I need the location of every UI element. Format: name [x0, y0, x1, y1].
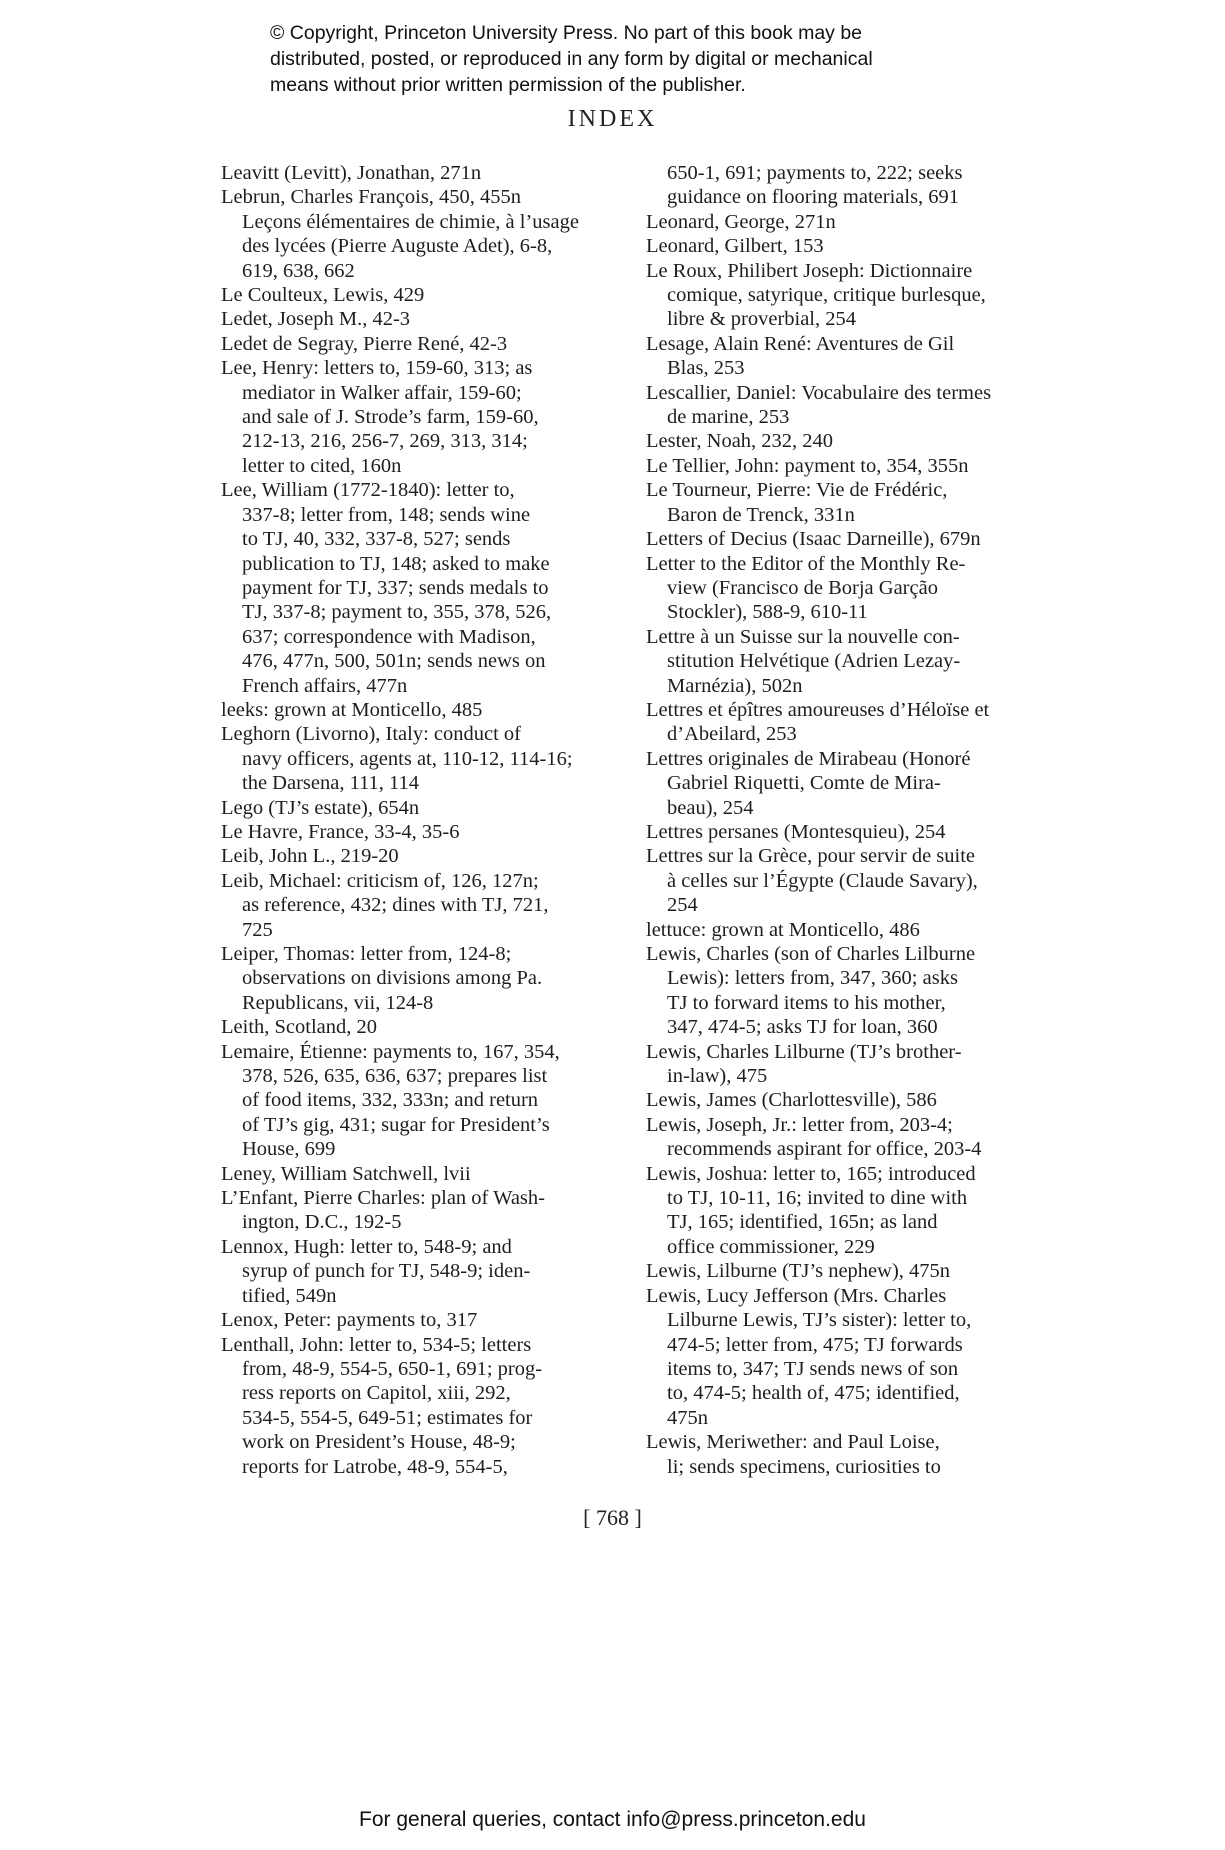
index-entry: Ledet, Joseph M., 42-3	[221, 308, 411, 331]
index-entry-continuation: Lewis): letters from, 347, 360; asks	[667, 967, 958, 990]
index-entry-continuation: 650-1, 691; payments to, 222; seeks	[667, 162, 963, 184]
index-entry-continuation: office commissioner, 229	[667, 1235, 875, 1258]
index-entry-continuation: items to, 347; TJ sends news of son	[667, 1357, 959, 1380]
index-entry: Lettres originales de Mirabeau (Honoré	[646, 747, 971, 770]
index-entry: Lewis, Joseph, Jr.: letter from, 203-4;	[646, 1113, 953, 1136]
index-entry-continuation: Marnézia), 502n	[667, 674, 803, 697]
index-entry-continuation: 254	[667, 894, 698, 917]
index-column-right	[646, 161, 1066, 1479]
index-entry-continuation: publication to TJ, 148; asked to make	[242, 552, 550, 575]
index-entry-continuation: Lilburne Lewis, TJ’s sister): letter to,	[667, 1309, 972, 1332]
index-entry-continuation: of food items, 332, 333n; and return	[242, 1089, 539, 1112]
index-entry: Ledet de Segray, Pierre René, 42-3	[221, 332, 508, 355]
index-entry-continuation: 347, 474-5; asks TJ for loan, 360	[667, 1016, 938, 1039]
index-entry: Le Havre, France, 33-4, 35-6	[221, 820, 460, 843]
index-entry: Lewis, Lucy Jefferson (Mrs. Charles	[646, 1284, 947, 1307]
copyright-line: distributed, posted, or reproduced in any form by digital or mechanical	[270, 48, 873, 70]
index-entry: Lee, Henry: letters to, 159-60, 313; as	[221, 357, 533, 380]
index-entry-continuation: Republicans, vii, 124-8	[242, 991, 434, 1014]
index-entry: L’Enfant, Pierre Charles: plan of Wash-	[221, 1187, 545, 1210]
index-entry-continuation: French affairs, 477n	[242, 674, 408, 697]
index-entry-continuation: des lycées (Pierre Auguste Adet), 6-8,	[242, 235, 553, 258]
index-entry-continuation: recommends aspirant for office, 203-4	[667, 1138, 982, 1161]
index-entry: Le Tourneur, Pierre: Vie de Frédéric,	[646, 479, 948, 502]
index-entry: Le Tellier, John: payment to, 354, 355n	[646, 454, 969, 477]
index-entry-continuation: ress reports on Capitol, xiii, 292,	[242, 1382, 511, 1405]
index-entry: Lewis, Meriwether: and Paul Loise,	[646, 1431, 940, 1454]
index-entry-continuation: ington, D.C., 192-5	[242, 1211, 402, 1234]
index-entry-continuation: tified, 549n	[242, 1284, 337, 1307]
index-entry-continuation: view (Francisco de Borja Garção	[667, 576, 938, 599]
index-entry: Leib, John L., 219-20	[221, 845, 399, 868]
index-entry-continuation: TJ to forward items to his mother,	[667, 991, 946, 1014]
index-entry-continuation: 474-5; letter from, 475; TJ forwards	[667, 1333, 963, 1356]
index-entry-continuation: 476, 477n, 500, 501n; sends news on	[242, 650, 546, 673]
index-entry-continuation: of TJ’s gig, 431; sugar for President’s	[242, 1113, 550, 1136]
index-entry-continuation: stitution Helvétique (Adrien Lezay-	[667, 650, 961, 673]
index-entry-continuation: mediator in Walker affair, 159-60;	[242, 381, 522, 404]
footer-contact: For general queries, contact info@press.princeton.edu	[359, 1808, 866, 1831]
index-entry: Lettres sur la Grèce, pour servir de suite	[646, 845, 976, 868]
index-entry: Lebrun, Charles François, 450, 455n	[221, 186, 522, 209]
index-entry-continuation: to TJ, 10-11, 16; invited to dine with	[667, 1187, 968, 1210]
index-entry: Lewis, Joshua: letter to, 165; introduced	[646, 1162, 976, 1185]
index-entry: Lennox, Hugh: letter to, 548-9; and	[221, 1235, 512, 1258]
index-entry-continuation: guidance on flooring materials, 691	[667, 186, 960, 209]
index-entry-continuation: navy officers, agents at, 110-12, 114-16;	[242, 747, 573, 770]
index-entry-continuation: à celles sur l’Égypte (Claude Savary),	[667, 869, 978, 892]
index-entry-continuation: as reference, 432; dines with TJ, 721,	[242, 894, 549, 917]
index-entry: Lee, William (1772-1840): letter to,	[221, 479, 515, 502]
index-entry: Leiper, Thomas: letter from, 124-8;	[221, 943, 512, 965]
index-entry: Leonard, George, 271n	[646, 210, 836, 233]
index-entry-continuation: de marine, 253	[667, 406, 790, 429]
index-entry: Leavitt (Levitt), Jonathan, 271n	[221, 162, 482, 184]
index-entry: Lester, Noah, 232, 240	[646, 430, 834, 453]
index-entry-continuation: 637; correspondence with Madison,	[242, 625, 536, 648]
index-entry-continuation: syrup of punch for TJ, 548-9; iden-	[242, 1260, 531, 1283]
index-entry: Lego (TJ’s estate), 654n	[221, 796, 420, 819]
index-entry: Leghorn (Livorno), Italy: conduct of	[221, 723, 522, 746]
index-entry: Letter to the Editor of the Monthly Re-	[646, 552, 966, 575]
index-entry-continuation: libre & proverbial, 254	[667, 308, 857, 331]
index-entry-continuation: Blas, 253	[667, 357, 745, 380]
index-entry: Le Coulteux, Lewis, 429	[221, 284, 425, 307]
index-entry: Lettre à un Suisse sur la nouvelle con-	[646, 625, 960, 648]
index-entry: Leonard, Gilbert, 153	[646, 235, 824, 258]
index-entry-continuation: 212-13, 216, 256-7, 269, 313, 314;	[242, 430, 528, 453]
index-entry-continuation: 475n	[667, 1406, 708, 1429]
index-entry: Leith, Scotland, 20	[221, 1016, 378, 1039]
index-entry-continuation: letter to cited, 160n	[242, 454, 402, 477]
index-entry: leeks: grown at Monticello, 485	[221, 698, 483, 721]
index-entry-continuation: 378, 526, 635, 636, 637; prepares list	[242, 1065, 548, 1088]
index-entry-continuation: 337-8; letter from, 148; sends wine	[242, 503, 531, 526]
index-entry: Le Roux, Philibert Joseph: Dictionnaire	[646, 259, 973, 282]
index-entry-continuation: and sale of J. Strode’s farm, 159-60,	[242, 406, 539, 429]
index-entry: Lewis, James (Charlottesville), 586	[646, 1089, 937, 1112]
index-entry-continuation: to, 474-5; health of, 475; identified,	[667, 1382, 960, 1405]
index-entry-continuation: Stockler), 588-9, 610-11	[667, 601, 868, 624]
index-entry-continuation: Baron de Trenck, 331n	[667, 503, 855, 526]
index-entry-continuation: from, 48-9, 554-5, 650-1, 691; prog-	[242, 1357, 543, 1380]
index-entry: Lenox, Peter: payments to, 317	[221, 1309, 478, 1332]
index-entry-continuation: Gabriel Riquetti, Comte de Mira-	[667, 772, 941, 795]
index-entry-continuation: TJ, 165; identified, 165n; as land	[667, 1211, 938, 1234]
index-entry-continuation: li; sends specimens, curiosities to	[667, 1455, 941, 1478]
index-entry: Lewis, Charles (son of Charles Lilburne	[646, 943, 976, 965]
index-entry-continuation: TJ, 337-8; payment to, 355, 378, 526,	[242, 601, 552, 624]
index-entry: Lettres et épîtres amoureuses d’Héloïse et	[646, 698, 990, 721]
index-entry: Leib, Michael: criticism of, 126, 127n;	[221, 869, 539, 892]
index-entry-continuation: observations on divisions among Pa.	[242, 967, 543, 990]
copyright-line: © Copyright, Princeton University Press. No part of this book may be	[270, 22, 863, 44]
index-entry-continuation: Leçons élémentaires de chimie, à l’usage	[242, 210, 579, 233]
index-entry-continuation: to TJ, 40, 332, 337-8, 527; sends	[242, 528, 511, 551]
index-entry-continuation: beau), 254	[667, 796, 754, 819]
index-heading: INDEX	[567, 106, 658, 132]
index-entry: Letters of Decius (Isaac Darneille), 679n	[646, 528, 981, 551]
index-entry: Leney, William Satchwell, lvii	[221, 1162, 471, 1185]
copyright-notice	[270, 20, 970, 98]
index-entry-continuation: House, 699	[242, 1138, 336, 1161]
index-column-left	[221, 161, 641, 1479]
index-entry-continuation: 725	[242, 918, 273, 941]
index-entry: Lewis, Charles Lilburne (TJ’s brother-	[646, 1040, 962, 1063]
index-entry-continuation: work on President’s House, 48-9;	[242, 1431, 516, 1454]
index-entry-continuation: comique, satyrique, critique burlesque,	[667, 284, 986, 307]
index-entry: Lewis, Lilburne (TJ’s nephew), 475n	[646, 1260, 951, 1283]
index-entry-continuation: d’Abeilard, 253	[667, 723, 797, 746]
index-entry-continuation: reports for Latrobe, 48-9, 554-5,	[242, 1455, 508, 1478]
index-entry: lettuce: grown at Monticello, 486	[646, 918, 920, 941]
index-entry: Lescallier, Daniel: Vocabulaire des termes	[646, 381, 992, 404]
index-entry: Lemaire, Étienne: payments to, 167, 354,	[221, 1040, 560, 1063]
index-entry-continuation: payment for TJ, 337; sends medals to	[242, 576, 549, 599]
index-entry-continuation: 534-5, 554-5, 649-51; estimates for	[242, 1406, 533, 1429]
index-entry: Lesage, Alain René: Aventures de Gil	[646, 332, 955, 355]
index-entry: Lenthall, John: letter to, 534-5; letters	[221, 1333, 532, 1356]
copyright-line: means without prior written permission of the publisher.	[270, 74, 746, 96]
page-number: [ 768 ]	[583, 1505, 642, 1530]
index-entry-continuation: in-law), 475	[667, 1065, 768, 1088]
index-entry: Lettres persanes (Montesquieu), 254	[646, 820, 946, 843]
index-entry-continuation: 619, 638, 662	[242, 259, 355, 282]
index-entry-continuation: the Darsena, 111, 114	[242, 772, 420, 795]
